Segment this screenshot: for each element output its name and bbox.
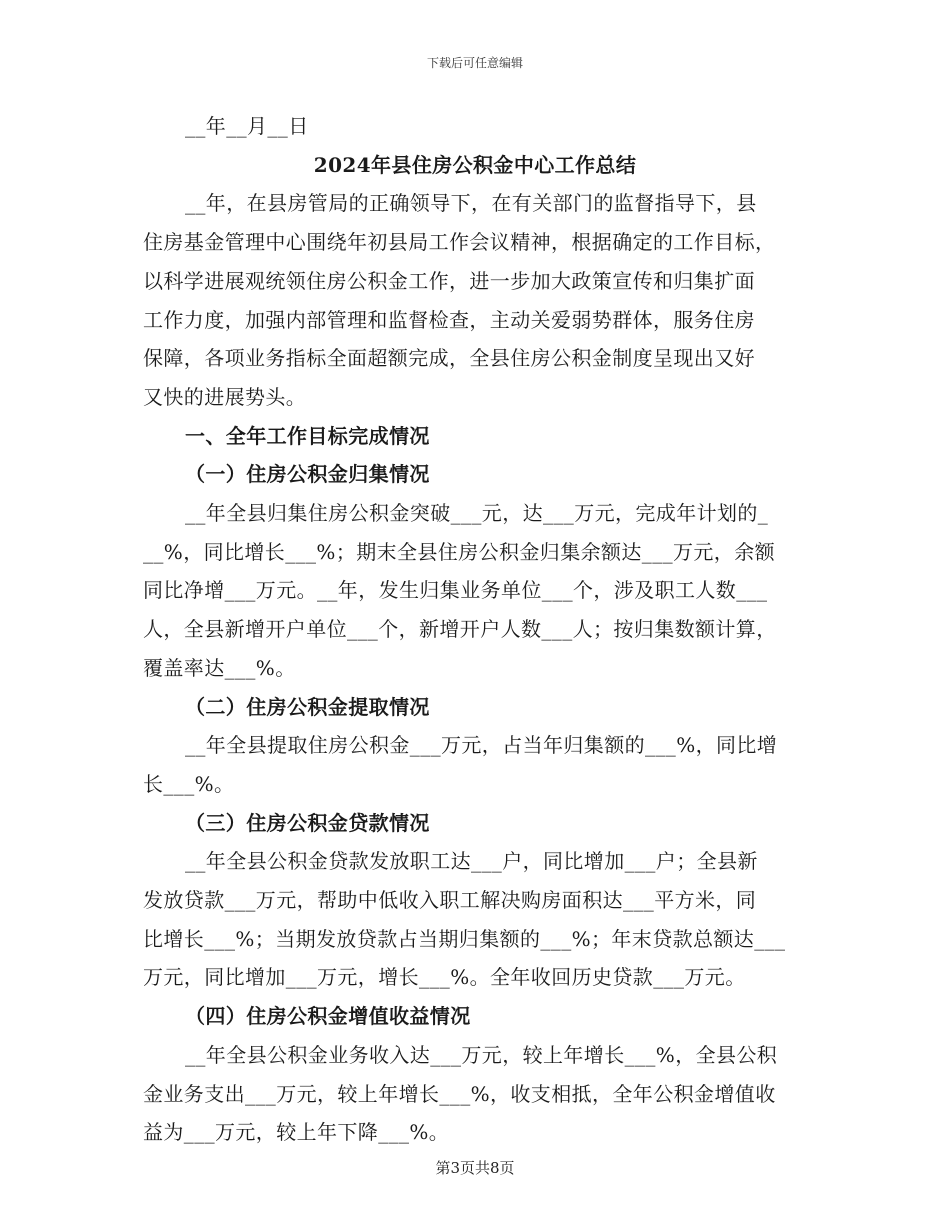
paragraph-line: __年全县提取住房公积金___万元，占当年归集额的___%，同比增 (185, 733, 778, 758)
paragraph-line: 金业务支出___万元，较上年增长___%，收支相抵，全年公积金增值收 (143, 1081, 776, 1106)
paragraph-line: 人，全县新增开户单位___个，新增开户人数___人；按归集数额计算， (143, 617, 777, 642)
document-body (143, 107, 807, 1152)
subsection-heading: （一）住房公积金归集情况 (185, 462, 430, 487)
subsection-heading: （三）住房公积金贷款情况 (185, 810, 430, 835)
paragraph-line: 长___%。 (143, 771, 235, 796)
paragraph-line: 同比净增___万元。__年，发生归集业务单位___个，涉及职工人数___ (143, 578, 768, 603)
paragraph-line: 以科学进展观统领住房公积金工作，进一步加大政策宣传和归集扩面 (143, 268, 755, 293)
paragraph-line: 发放贷款___万元，帮助中低收入职工解决购房面积达___平方米，同 (143, 888, 757, 913)
paragraph-line: __年全县公积金贷款发放职工达___户，同比增加___户；全县新 (185, 849, 758, 874)
paragraph-line: __年，在县房管局的正确领导下，在有关部门的监督指导下，县 (185, 191, 757, 216)
paragraph-line: __%，同比增长___%；期末全县住房公积金归集余额达___万元，余额 (143, 539, 776, 564)
intro-paragraph (143, 184, 807, 416)
section-heading: 一、全年工作目标完成情况 (185, 423, 430, 448)
document-title: 2024年县住房公积金中心工作总结 (313, 152, 637, 177)
paragraph-line: __年全县公积金业务收入达___万元，较上年增长___%，全县公积 (185, 1042, 778, 1067)
subsection-paragraph (143, 842, 807, 997)
paragraph-line: 万元，同比增加___万元，增长___%。全年收回历史贷款___万元。 (143, 965, 746, 990)
page-footer: 第3页共8页 (435, 1159, 515, 1177)
subsection-paragraph (143, 494, 807, 688)
subsection-heading: （二）住房公积金提取情况 (185, 694, 430, 719)
paragraph-line: 又快的进展势头。 (143, 384, 307, 409)
paragraph-line: 保障，各项业务指标全面超额完成，全县住房公积金制度呈现出又好 (143, 346, 755, 371)
paragraph-line: 住房基金管理中心围绕年初县局工作会议精神，根据确定的工作目标， (143, 230, 776, 255)
paragraph-line: 比增长___%；当期发放贷款占当期归集额的___%；年末贷款总额达___ (143, 926, 786, 951)
subsection-paragraph (143, 726, 807, 803)
paragraph-line: 益为___万元，较上年下降___%。 (143, 1120, 450, 1145)
paragraph-line: 工作力度，加强内部管理和监督检查，主动关爱弱势群体，服务住房 (143, 307, 755, 332)
paragraph-line: 覆盖率达___%。 (143, 655, 296, 680)
page-header-note: 下载后可任意编辑 (426, 56, 523, 70)
subsection-heading: （四）住房公积金增值收益情况 (185, 1004, 471, 1029)
subsection-paragraph (143, 1036, 807, 1152)
paragraph-line: __年全县归集住房公积金突破___元，达___万元，完成年计划的_ (185, 501, 769, 526)
date-line: __年__月__日 (185, 114, 309, 138)
